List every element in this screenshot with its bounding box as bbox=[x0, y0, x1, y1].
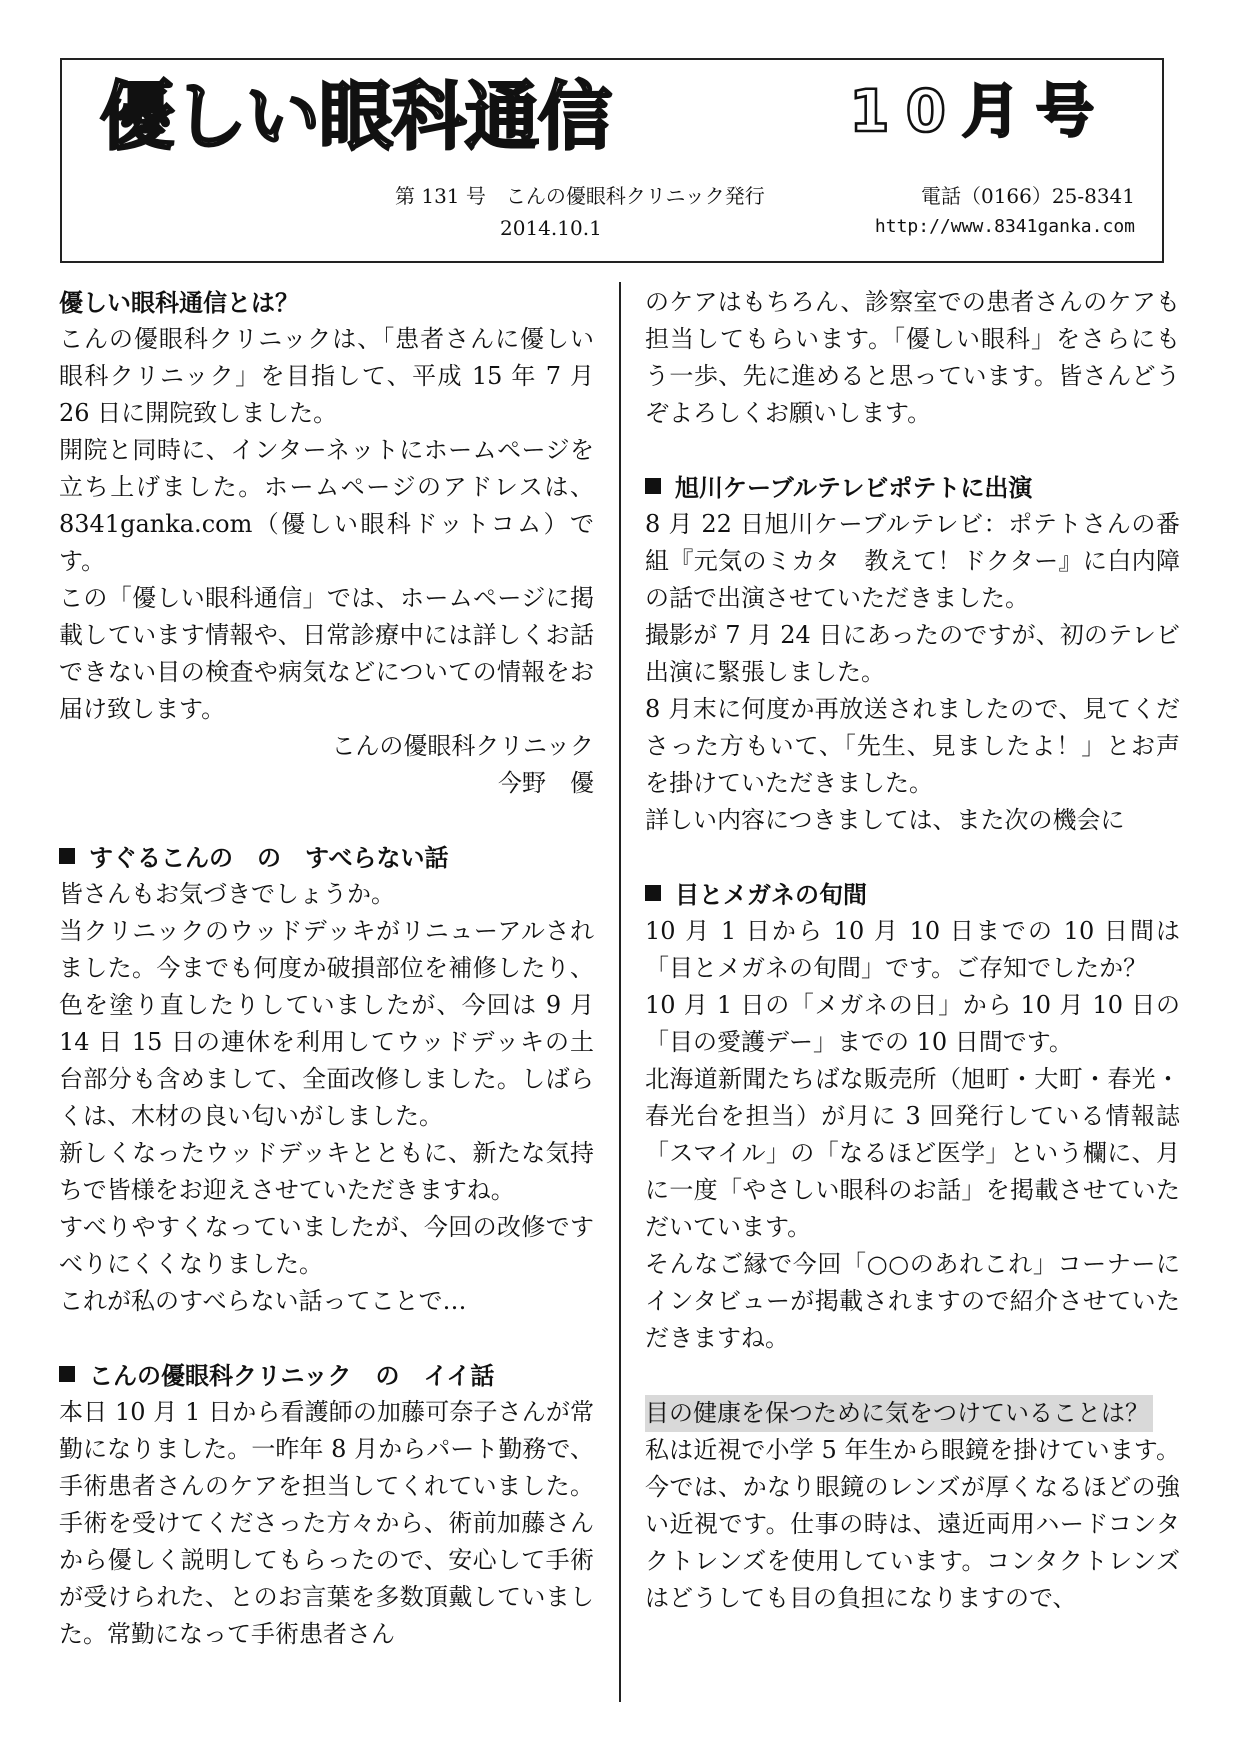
section-heading bbox=[645, 1394, 1180, 1432]
section-paragraph: 8 月末に何度か再放送されましたので、見てくださった方もいて、「先生、見ましたよ！」とお声を掛けていただきました。 bbox=[645, 695, 1180, 797]
highlighted-question: 目の健康を保つために気をつけていることは？ bbox=[645, 1395, 1153, 1432]
section-title: こんの優眼科クリニック の イイ話 bbox=[89, 1361, 495, 1390]
section-paragraph: 当クリニックのウッドデッキがリニューアルされました。今までも何度か破損部位を補修したり、色を塗り直したりしていましたが、今回は 9 月 14 日 15 日の連休を利用してウッドデッキの土台部分も含めまして、全面改修しました。しばらくは、木材の良い匂いがしました。 bbox=[59, 917, 594, 1130]
intro-paragraph: こんの優眼科クリニックは、「患者さんに優しい眼科クリニック」を目指して、平成 15 年 7 月 26 日に開院致しました。 bbox=[59, 325, 594, 427]
section-paragraph: 詳しい内容につきましては、また次の機会に bbox=[645, 806, 1125, 834]
issue-number-line: 第 131 号 こんの優眼科クリニック発行 bbox=[395, 184, 765, 208]
section-paragraph: 私は近視で小学 5 年生から眼鏡を掛けています。今では、かなり眼鏡のレンズが厚くなるほどの強い近視です。仕事の時は、遠近両用ハードコンタクトレンズを使用しています。コンタクトレンズはどうしても目の負担になりますので、 bbox=[645, 1436, 1180, 1612]
section-paragraph: 8 月 22 日旭川ケーブルテレビ：ポテトさんの番組『元気のミカタ 教えて！ドクター』に白内障の話で出演させていただきました。 bbox=[645, 510, 1180, 612]
section-paragraph: 10 月 1 日の「メガネの日」から 10 月 10 日の「目の愛護デー」までの 10 日間です。 bbox=[645, 991, 1180, 1056]
section-megane-week bbox=[645, 876, 1180, 1357]
section-paragraph: すべりやすくなっていましたが、今回の改修ですべりにくくなりました。 bbox=[59, 1213, 594, 1278]
website-url: http://www.8341ganka.com bbox=[874, 216, 1135, 237]
section-title: 目とメガネの旬間 bbox=[675, 880, 867, 909]
square-bullet-icon bbox=[59, 1366, 75, 1382]
section-paragraph: 本日 10 月 1 日から看護師の加藤可奈子さんが常勤になりました。一昨年 8 月からパート勤務で、手術患者さんのケアを担当してくれていました。手術を受けてくださった方々から、術前加藤さんから優しく説明してもらったので、安心して手術が受けられた、とのお言葉を多数頂戴していました。常勤になって手術患者さん bbox=[59, 1398, 594, 1648]
square-bullet-icon bbox=[645, 478, 661, 494]
section-paragraph: 撮影が 7 月 24 日にあったのですが、初のテレビ出演に緊張しました。 bbox=[645, 621, 1180, 686]
signature-name: 今野 優 bbox=[498, 769, 594, 797]
newsletter-title: 優しい眼科通信 bbox=[100, 74, 611, 160]
section-potato-tv bbox=[645, 469, 1180, 839]
intro-section bbox=[59, 284, 594, 802]
section-heading bbox=[645, 876, 1180, 913]
masthead bbox=[60, 58, 1164, 263]
section-paragraph: これが私のすべらない話ってことで… bbox=[59, 1287, 467, 1315]
section-heading bbox=[645, 469, 1180, 506]
signature-clinic: こんの優眼科クリニック bbox=[331, 732, 594, 760]
section-heading bbox=[59, 1357, 594, 1394]
section-paragraph: 皆さんもお気づきでしょうか。 bbox=[59, 880, 395, 908]
section-eye-health bbox=[645, 1394, 1180, 1617]
intro-paragraph: 開院と同時に、インターネットにホームページを立ち上げました。ホームページのアドレスは、8341ganka.com（優しい眼科ドットコム）です。 bbox=[59, 436, 594, 575]
intro-paragraph: この「優しい眼科通信」では、ホームページに掲載しています情報や、日常診療中には詳しくお話できない目の検査や病気などについての情報をお届け致します。 bbox=[59, 584, 594, 723]
section-title: 旭川ケーブルテレビポテトに出演 bbox=[675, 473, 1033, 502]
phone-number: 電話（0166）25-8341 bbox=[920, 184, 1135, 208]
section-heading bbox=[59, 839, 594, 876]
section-ii-hanashi bbox=[59, 1357, 594, 1653]
left-column bbox=[59, 284, 594, 1653]
column-divider bbox=[619, 282, 621, 1702]
section-paragraph: 10 月 1 日から 10 月 10 日までの 10 日間は「目とメガネの旬間」です。ご存知でしたか？ bbox=[645, 917, 1180, 982]
issue-date: 2014.10.1 bbox=[500, 216, 602, 240]
section-paragraph: そんなご縁で今回「○○のあれこれ」コーナーにインタビューが掲載されますので紹介させていただきますね。 bbox=[645, 1250, 1180, 1352]
intro-title: 優しい眼科通信とは？ bbox=[59, 288, 299, 317]
right-column bbox=[645, 284, 1180, 1617]
section-ii-hanashi-continued bbox=[645, 284, 1180, 432]
section-paragraph: 北海道新聞たちばな販売所（旭町・大町・春光・春光台を担当）が月に 3 回発行している情報誌「スマイル」の「なるほど医学」という欄に、月に一度「やさしい眼科のお話」を掲載させていただいています。 bbox=[645, 1065, 1180, 1241]
section-paragraph: のケアはもちろん、診察室での患者さんのケアも担当してもらいます。「優しい眼科」をさらにもう一歩、先に進めると思っています。皆さんどうぞよろしくお願いします。 bbox=[645, 288, 1180, 427]
square-bullet-icon bbox=[645, 885, 661, 901]
section-paragraph: 新しくなったウッドデッキとともに、新たな気持ちで皆様をお迎えさせていただきますね。 bbox=[59, 1139, 594, 1204]
section-suberanai bbox=[59, 839, 594, 1320]
square-bullet-icon bbox=[59, 848, 75, 864]
issue-month: 10月号 bbox=[849, 77, 1110, 145]
section-title: すぐるこんの の すべらない話 bbox=[89, 843, 449, 872]
